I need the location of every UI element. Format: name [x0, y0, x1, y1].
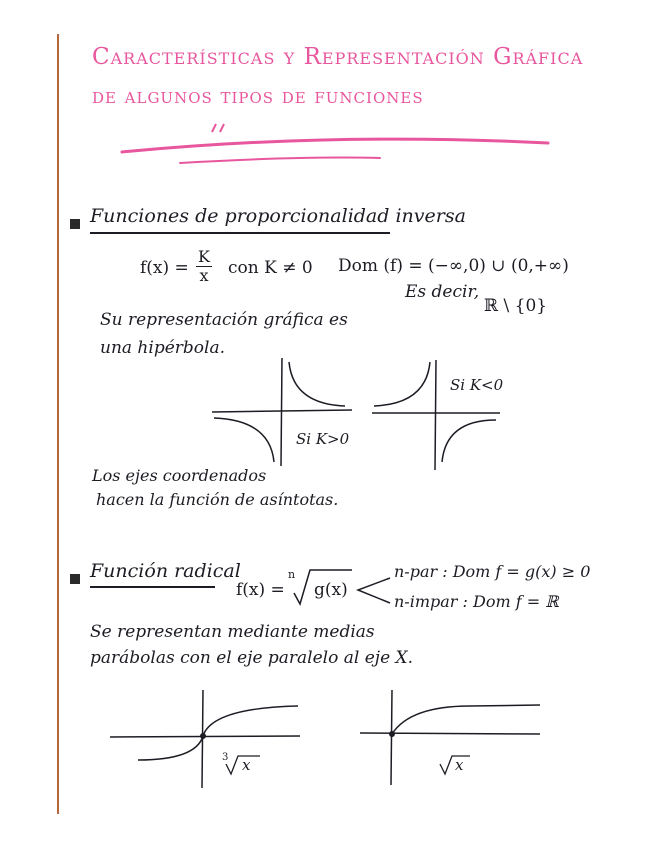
inverse-formula-lhs: f(x) = [140, 258, 189, 278]
radical-case-odd: n-impar : Dom f = ℝ [394, 592, 559, 611]
inverse-formula-fraction [196, 248, 212, 285]
radical-formula-radicand: g(x) [314, 580, 348, 600]
section-2-bullet [70, 574, 80, 584]
inverse-text-line-2: una hipérbola. [100, 338, 225, 358]
title-underline [122, 139, 548, 152]
cube-root-graph [110, 690, 300, 788]
hyperbola-k-positive-graph [212, 358, 352, 466]
cube-root-label: x [242, 756, 251, 774]
inverse-domain: Dom (f) = (−∞,0) ∪ (0,+∞) [338, 256, 569, 276]
title-line-1: Características y Representación Gráfica [92, 44, 584, 70]
title-underline-short [180, 158, 380, 163]
inverse-domain-set: ℝ \ {0} [484, 296, 548, 316]
square-root-graph [360, 690, 540, 785]
asymptote-text-line-2: hacen la función de asíntotas. [96, 490, 339, 509]
label-k-negative: Si K<0 [450, 376, 504, 394]
cases-bracket [358, 578, 390, 603]
label-k-positive: Si K>0 [296, 430, 350, 448]
inverse-text-line-1: Su representación gráfica es [100, 310, 348, 330]
section-2-heading: Función radical [90, 560, 241, 582]
fraction-numerator: K [198, 247, 210, 266]
section-1-heading-underline [90, 232, 390, 234]
section-2-heading-underline [90, 586, 215, 588]
inverse-formula-condition: con K ≠ 0 [228, 258, 313, 278]
cube-root-label-index: 3 [222, 752, 229, 763]
radical-text-line-2: parábolas con el eje paralelo al eje X. [90, 648, 414, 668]
section-1-bullet [70, 219, 80, 229]
section-1-heading: Funciones de proporcionalidad inversa [90, 205, 466, 227]
square-root-label: x [455, 756, 464, 774]
radical-formula-index: n [288, 568, 296, 581]
radical-case-even: n-par : Dom f = g(x) ≥ 0 [394, 562, 591, 581]
asymptote-text-line-1: Los ejes coordenados [92, 466, 267, 485]
title-line-2: de algunos tipos de funciones [92, 84, 424, 108]
radical-formula-lhs: f(x) = [236, 580, 285, 600]
inverse-es-decir: Es decir, [405, 282, 480, 302]
radical-text-line-1: Se representan mediante medias [90, 622, 375, 642]
fraction-denominator: x [199, 266, 209, 285]
